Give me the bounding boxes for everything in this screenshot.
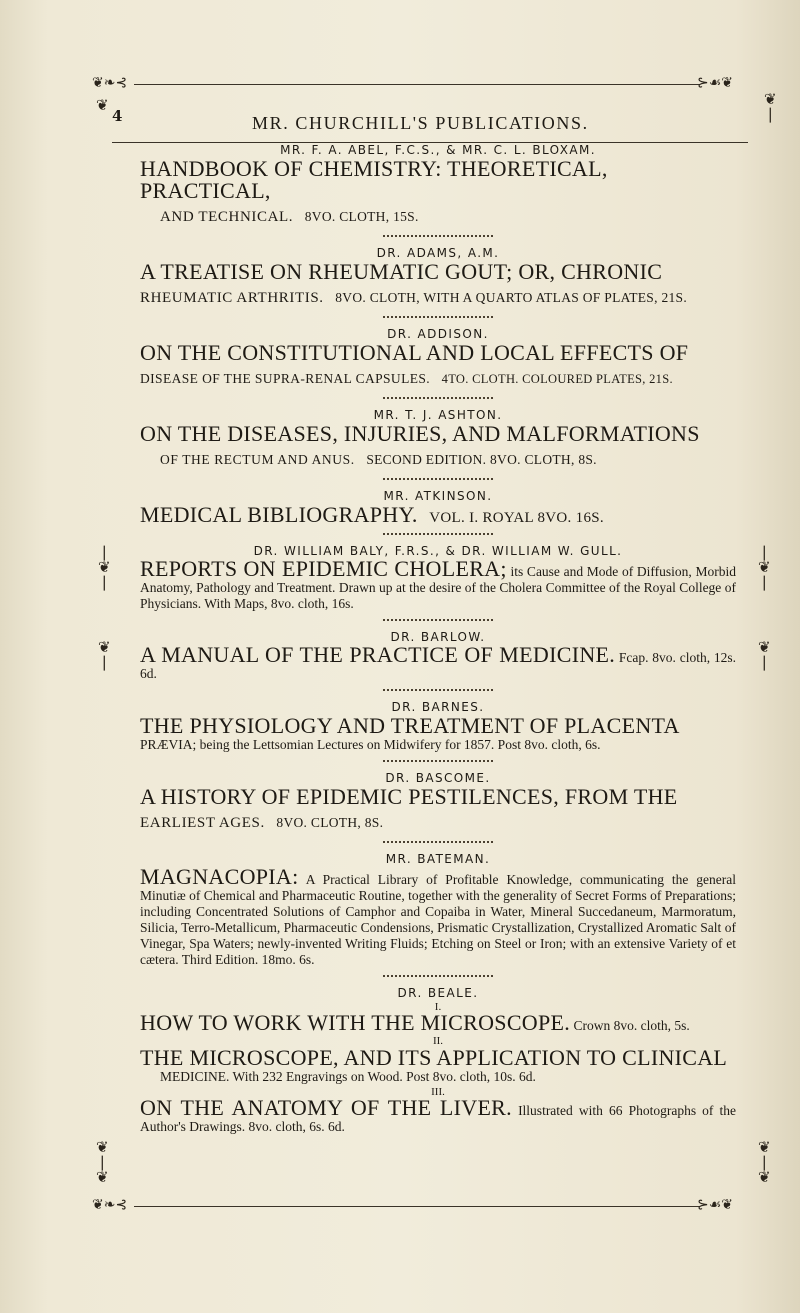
top-right-side-ornament-icon: ❦ ❘ [764,90,777,123]
entry-title-continued: OF THE RECTUM AND ANUS. [160,452,355,467]
top-left-flourish-icon: ❦❧⊰ [92,75,128,91]
catalogue-entry [140,700,736,762]
entry-author: DR. ADDISON. [387,327,489,341]
entry-details: 8VO. CLOTH, 8S. [276,815,384,830]
entry-divider [383,615,493,621]
subentry-numeral: III. [431,1086,445,1098]
entry-title: MEDICAL BIBLIOGRAPHY. [140,502,418,527]
entry-title: MAGNACOPIA: [140,864,299,889]
page-number: 4 [112,107,123,125]
left-side-ornament-icon: ❦ ❘ [98,638,111,671]
entry-title: A TREATISE ON RHEUMATIC GOUT; OR, CHRONIC [140,259,663,284]
catalogue-entry [140,544,736,621]
top-border-rule [134,84,700,85]
entry-details: Illustrated with 66 Photographs of the Author's Drawings. 8vo. cloth, 6s. 6d. [140,1103,736,1134]
entry-author: MR. BATEMAN. [385,852,491,866]
entry-title: THE PHYSIOLOGY AND TREATMENT OF PLACENTA [140,713,680,738]
bottom-border-rule [134,1206,700,1207]
subentry-numeral: II. [432,1035,444,1047]
entry-divider [383,474,493,480]
entry-divider [383,756,493,762]
catalogue-entry [140,143,736,237]
top-right-flourish-icon: ⊱☙❦ [697,75,734,91]
catalogue-entry [140,630,736,691]
entry-author: MR. F. A. ABEL, F.C.S., & MR. C. L. BLOXAM. [280,143,596,157]
catalogue-entry [140,408,736,480]
entry-author: DR. BARNES. [391,700,485,714]
entry-author: DR. BEALE. [397,986,479,1000]
left-side-ornament-icon: ❘ ❦ ❘ [98,543,111,591]
subentry-numeral: I. [434,1001,442,1013]
entry-details: Fcap. 8vo. cloth, 12s. 6d. [140,650,737,681]
entry-title: ON THE CONSTITUTIONAL AND LOCAL EFFECTS OF [140,340,689,365]
entry-details: PRÆVIA; being the Lettsomian Lectures on Midwifery for 1857. Post 8vo. cloth, 6s. [140,737,601,752]
entry-divider [383,685,493,691]
bottom-left-flourish-icon: ❦❧⊰ [92,1197,128,1213]
entry-title: A MANUAL OF THE PRACTICE OF MEDICINE. [140,642,616,667]
entry-details: its Cause and Mode of Diffusion, Morbid Anatomy, Pathology and Treatment. Drawn up at the desire of the Cholera Committee of the Royal College of Physicians. With Maps, 8vo. cloth, 16s. [140,564,737,611]
entry-author: DR. BASCOME. [385,771,491,785]
entry-divider [383,312,493,318]
entry-details: 8VO. CLOTH, WITH A QUARTO ATLAS OF PLATES, 21S. [335,290,688,305]
entry-title: A HISTORY OF EPIDEMIC PESTILENCES, FROM THE [140,784,678,809]
entry-title: HOW TO WORK WITH THE MICROSCOPE. [140,1010,571,1035]
left-side-ornament-icon: ❦ ❘ ❦ [96,1138,109,1186]
entry-details: MEDICINE. With 232 Engravings on Wood. Post 8vo. cloth, 10s. 6d. [160,1069,536,1084]
catalogue-entry [140,986,736,1135]
right-side-ornament-icon: ❦ ❘ ❦ [758,1138,771,1186]
running-title: MR. CHURCHILL'S PUBLICATIONS. [252,113,589,133]
catalogue-entry [140,327,736,399]
entry-details: VOL. I. ROYAL 8VO. 16S. [429,510,604,526]
entry-author: DR. WILLIAM BALY, F.R.S., & DR. WILLIAM W. GULL. [253,544,623,558]
entry-author: DR. ADAMS, A.M. [376,246,500,260]
left-side-ornament-icon: ❦ [96,96,109,114]
entry-title: ON THE ANATOMY OF THE LIVER. [140,1095,512,1120]
entry-details: SECOND EDITION. 8VO. CLOTH, 8S. [366,452,597,467]
entry-title: HANDBOOK OF CHEMISTRY: THEORETICAL, PRACTICAL, [140,156,608,203]
entry-title: REPORTS ON EPIDEMIC CHOLERA; [140,556,507,581]
publication-list [140,143,736,1135]
entry-title: ON THE DISEASES, INJURIES, AND MALFORMATIONS [140,421,700,446]
entry-title-continued: DISEASE OF THE SUPRA-RENAL CAPSULES. [140,371,431,386]
catalogue-entry [140,771,736,843]
entry-title: THE MICROSCOPE, AND ITS APPLICATION TO CLINICAL [140,1045,728,1070]
entry-title-continued: EARLIEST AGES. [140,815,265,831]
entry-title-continued: AND TECHNICAL. [160,209,294,225]
right-side-ornament-icon: ❦ ❘ [758,638,771,671]
entry-divider [383,529,493,535]
catalogue-entry [140,489,736,535]
entry-author: MR. ATKINSON. [383,489,493,503]
entry-author: DR. BARLOW. [390,630,486,644]
entry-author: MR. T. J. ASHTON. [373,408,503,422]
entry-divider [383,231,493,237]
right-side-ornament-icon: ❘ ❦ ❘ [758,543,771,591]
entry-details: A Practical Library of Profitable Knowledge, communicating the general Minutiæ of Chemical and Pharmaceutic Routine, together with the generality of Secret Forms of Preparations; including Concentrated Solutions of Camphor and Copaiba in Water, Mineral Succedaneum, Marmoratum, Silicia, Terro-Metallicum, Pharmaceutic Condensions, Prismatic Crystallization, Crystallized Aromatic Salt of Vinegar, Spa Waters; newly-invented Writing Fluids; Etching on Steel or Iron; with an extensive Variety of et cætera. Third Edition. 18mo. 6s. [140,872,736,967]
entry-divider [383,837,493,843]
entry-title-continued: RHEUMATIC ARTHRITIS. [140,290,324,306]
catalogue-entry [140,246,736,318]
bottom-right-flourish-icon: ⊱☙❦ [697,1197,734,1213]
entry-details: 8VO. CLOTH, 15S. [304,209,419,224]
catalogue-entry [140,852,736,977]
entry-details: Crown 8vo. cloth, 5s. [573,1018,690,1033]
entry-divider [383,971,493,977]
entry-details: 4TO. CLOTH. COLOURED PLATES, 21S. [441,372,673,386]
entry-divider [383,393,493,399]
